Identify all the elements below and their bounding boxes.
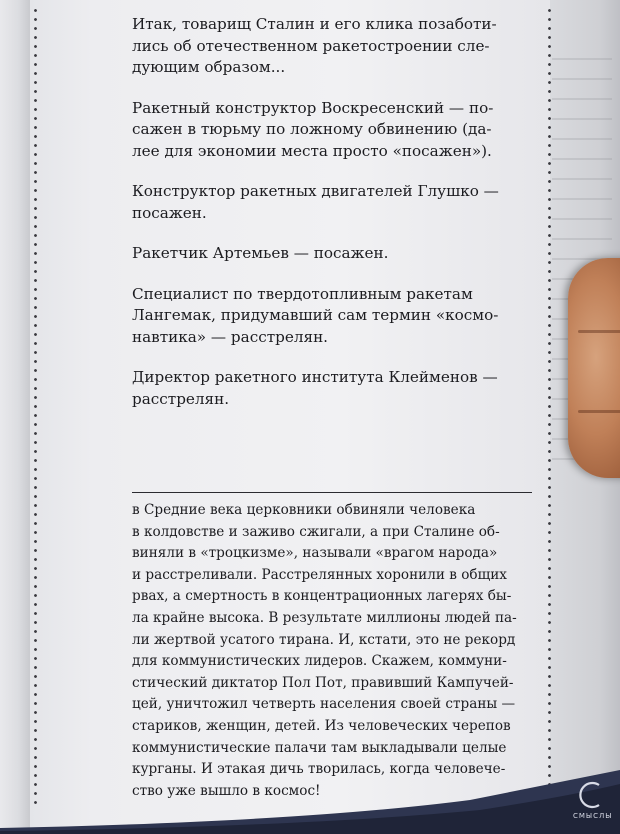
- text-line: Ракетчик Артемьев — посажен.: [132, 244, 389, 262]
- text-line: Специалист по твердотопливным ракетам: [132, 284, 473, 303]
- text-line: Итак, товарищ Сталин и его клика позаботи-: [132, 15, 497, 33]
- watermark-logo: [573, 780, 611, 830]
- footnote-line: рвах, а смертность в концентрационных лагерях бы-: [132, 588, 512, 605]
- crescent-c-icon: [577, 780, 607, 810]
- paragraph: [132, 243, 532, 265]
- text-line: сажен в тюрьму по ложному обвинению (да-: [132, 120, 492, 138]
- footnote-line: ли жертвой усатого тирана. И, кстати, это не рекорд: [132, 631, 516, 648]
- dotted-border-right: [548, 6, 551, 806]
- text-line: расстрелян.: [132, 389, 230, 408]
- thumb-crease: [578, 330, 620, 333]
- watermark-text: СМЫСЛЫ: [573, 812, 613, 820]
- paragraph: [132, 284, 532, 349]
- paragraph: [132, 98, 532, 163]
- text-line: дующим образом...: [132, 58, 286, 76]
- main-text: [132, 14, 532, 429]
- text-line: Директор ракетного института Клейменов —: [132, 368, 498, 386]
- dotted-border-left: [34, 6, 37, 806]
- paragraph: [132, 181, 532, 224]
- footnote-line: виняли в «троцкизме», называли «врагом народа»: [132, 545, 498, 562]
- text-line: навтика» — расстрелян.: [132, 327, 329, 346]
- footnote-line: в колдовстве и заживо сжигали, а при Сталине об-: [132, 523, 500, 540]
- text-line: лее для экономии места просто «посажен»).: [132, 141, 492, 160]
- bottom-swoosh: [0, 770, 620, 834]
- text-line: лись об отечественном ракетостроении сле-: [132, 36, 490, 55]
- paragraph: [132, 367, 532, 410]
- footnote-line: в Средние века церковники обвиняли человека: [132, 502, 476, 518]
- footnote-line: коммунистические палачи там выкладывали целые: [132, 739, 507, 756]
- text-line: Ракетный конструктор Воскресенский — по-: [132, 98, 494, 117]
- footnote-line: цей, уничтожил четверть населения своей страны —: [132, 696, 516, 713]
- footnote-divider: [132, 492, 532, 493]
- footnote-line: стариков, женщин, детей. Из человеческих черепов: [132, 717, 511, 734]
- text-line: посажен.: [132, 203, 207, 222]
- text-line: Конструктор ракетных двигателей Глушко —: [132, 182, 499, 200]
- paragraph: [132, 14, 532, 79]
- footnote-line: курганы. И этакая дичь творилась, когда человече-: [132, 761, 506, 778]
- thumb-crease: [578, 410, 620, 413]
- footnote-line: и расстреливали. Расстрелянных хоронили в общих: [132, 566, 507, 583]
- footnote-line: для коммунистических лидеров. Скажем, коммуни-: [132, 653, 507, 670]
- book-left-edge: [0, 0, 30, 834]
- footnote-line: стический диктатор Пол Пот, правивший Кампучей-: [132, 674, 514, 691]
- text-line: Лангемак, придумавший сам термин «космо-: [132, 306, 499, 324]
- footnote-line: ла крайне высока. В результате миллионы людей па-: [132, 609, 517, 626]
- thumb: [568, 258, 620, 478]
- footnote: [132, 500, 542, 802]
- footnote-line: ство уже вышло в космос!: [132, 782, 321, 799]
